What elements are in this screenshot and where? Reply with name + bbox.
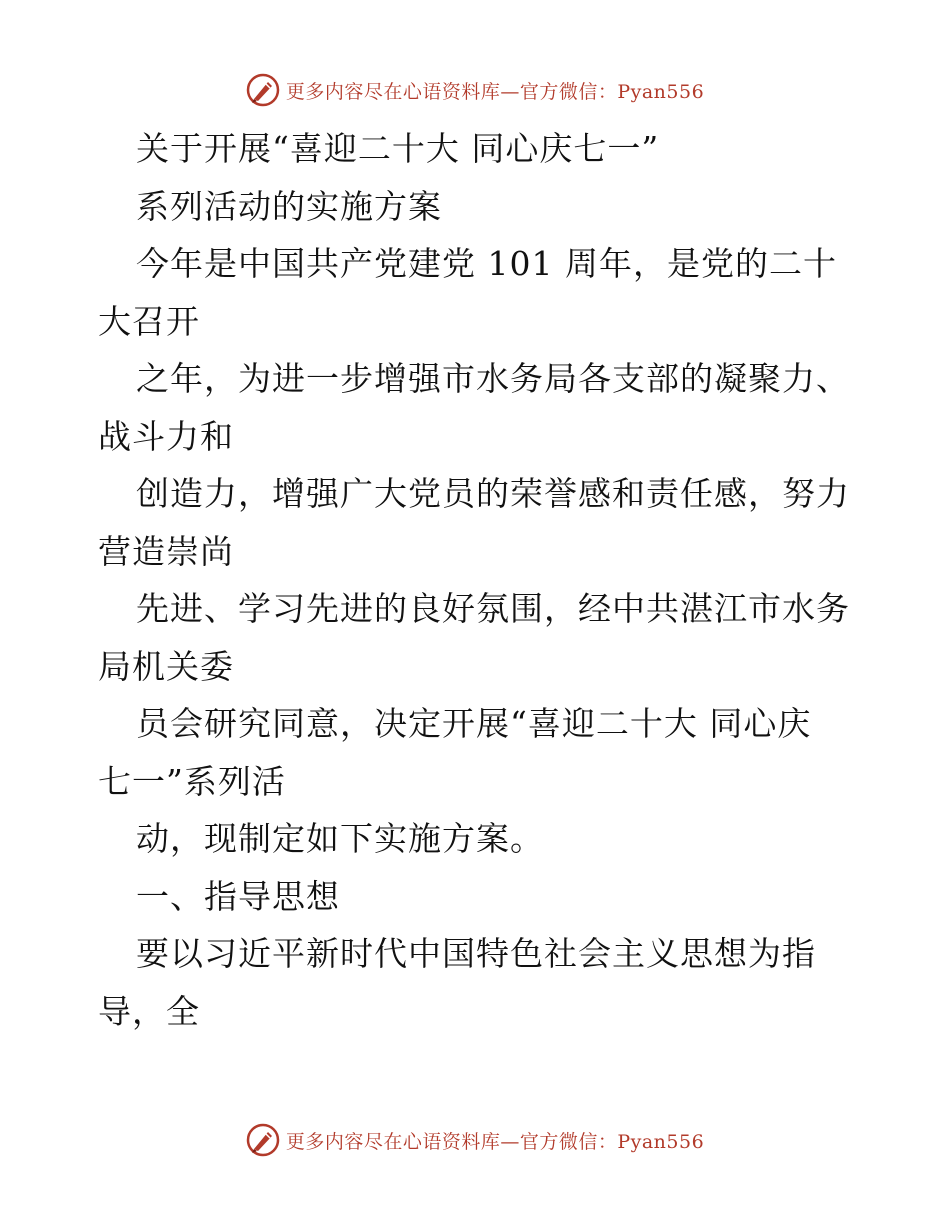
document-title-line-2: 系列活动的实施方案 — [136, 186, 442, 226]
paragraph-line: 大召开 — [98, 301, 200, 341]
paragraph-line: 创造力，增强广大党员的荣誉感和责任感，努力 — [136, 474, 850, 513]
paragraph-line: 导，全 — [98, 991, 200, 1031]
header-watermark-text: 更多内容尽在心语资料库—官方微信：Pyan556 — [285, 80, 705, 103]
paragraph-line: 七一”系列活 — [98, 761, 286, 801]
footer-watermark — [0, 1120, 950, 1160]
section-heading: 一、指导思想 — [136, 876, 340, 916]
header-watermark — [0, 70, 950, 110]
paragraph-line: 先进、学习先进的良好氛围，经中共湛江市水务 — [136, 589, 850, 628]
paragraph-line: 之年，为进一步增强市水务局各支部的凝聚力、 — [136, 359, 850, 398]
paragraph-line: 战斗力和 — [98, 416, 234, 456]
footer-watermark-text: 更多内容尽在心语资料库—官方微信：Pyan556 — [285, 1130, 705, 1153]
pen-logo-icon — [246, 1123, 280, 1157]
paragraph-line: 员会研究同意，决定开展“喜迎二十大 同心庆 — [136, 704, 812, 743]
paragraph-line: 今年是中国共产党建党 101 周年，是党的二十 — [136, 244, 837, 283]
paragraph-line: 营造崇尚 — [98, 531, 234, 571]
paragraph-line: 动，现制定如下实施方案。 — [136, 819, 544, 858]
paragraph-line: 局机关委 — [98, 646, 234, 686]
document-title-line-1: 关于开展“喜迎二十大 同心庆七一” — [136, 129, 660, 168]
paragraph-line: 要以习近平新时代中国特色社会主义思想为指 — [136, 934, 816, 973]
pen-logo-icon — [246, 73, 280, 107]
document-body — [98, 120, 858, 1040]
